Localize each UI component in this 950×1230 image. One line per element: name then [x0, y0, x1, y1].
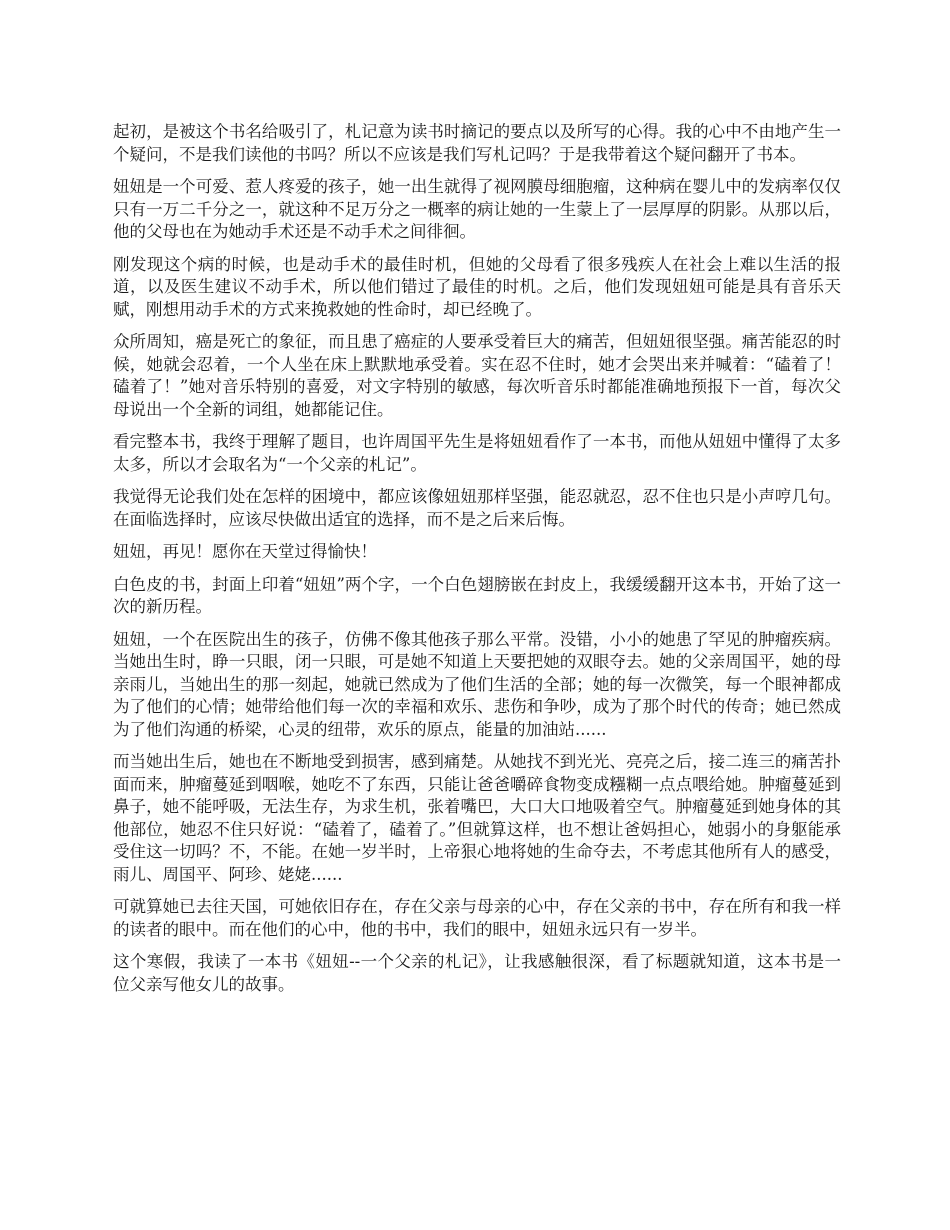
document-body [113, 121, 841, 1006]
paragraph-8: 白色皮的书，封面上印着“妞妞”两个字，一个白色翅膀嵌在封皮上，我缓缓翻开这本书，开始了这一次的新历程。 [113, 574, 841, 616]
paragraph-12: 这个寒假，我读了一本书《妞妞--一个父亲的札记》，让我感触很深，看了标题就知道，这本书是一位父亲写他女儿的故事。 [113, 952, 841, 994]
paragraph-9: 妞妞，一个在医院出生的孩子，仿佛不像其他孩子那么平常。没错，小小的她患了罕见的肿瘤疾病。当她出生时，睁一只眼，闭一只眼，可是她不知道上天要把她的双眼夺去。她的父亲周国平，她的母亲雨儿，当她出生的那一刻起，她就已然成为了他们生活的全部；她的每一次微笑，每一个眼神都成为了他们的心情；她带给他们每一次的幸福和欢乐、悲伤和争吵，成为了那个时代的传奇；她已然成为了他们沟通的桥梁，心灵的纽带，欢乐的原点，能量的加油站...... [113, 629, 841, 739]
paragraph-7: 妞妞，再见！愿你在天堂过得愉快！ [113, 542, 377, 561]
paragraph-11: 可就算她已去往天国，可她依旧存在，存在父亲与母亲的心中，存在父亲的书中，存在所有和我一样的读者的眼中。而在他们的心中，他的书中，我们的眼中，妞妞永远只有一岁半。 [113, 897, 841, 939]
paragraph-1: 起初，是被这个书名给吸引了，札记意为读书时摘记的要点以及所写的心得。我的心中不由地产生一个疑问，不是我们读他的书吗？所以不应该是我们写札记吗？于是我带着这个疑问翻开了书本。 [113, 122, 841, 164]
paragraph-5: 看完整本书，我终于理解了题目，也许周国平先生是将妞妞看作了一本书，而他从妞妞中懂得了太多太多，所以才会取名为“一个父亲的札记”。 [113, 432, 841, 474]
paragraph-2: 妞妞是一个可爱、惹人疼爱的孩子，她一出生就得了视网膜母细胞瘤，这种病在婴儿中的发病率仅仅只有一万二千分之一，就这种不足万分之一概率的病让她的一生蒙上了一层厚厚的阴影。从那以后，他的父母也在为她动手术还是不动手术之间徘徊。 [113, 177, 841, 241]
paragraph-4: 众所周知，癌是死亡的象征，而且患了癌症的人要承受着巨大的痛苦，但妞妞很坚强。痛苦能忍的时候，她就会忍着，一个人坐在床上默默地承受着。实在忍不住时，她才会哭出来并喊着：“磕着了！磕着了！”她对音乐特别的喜爱，对文字特别的敏感，每次听音乐时都能准确地预报下一首，每次父母说出一个全新的词组，她都能记住。 [113, 332, 841, 419]
paragraph-6: 我觉得无论我们处在怎样的困境中，都应该像妞妞那样坚强，能忍就忍，忍不住也只是小声哼几句。在面临选择时，应该尽快做出适宜的选择，而不是之后来后悔。 [113, 487, 841, 529]
paragraph-10: 而当她出生后，她也在不断地受到损害，感到痛楚。从她找不到光光、亮亮之后，接二连三的痛苦扑面而来，肿瘤蔓延到咽喉，她吃不了东西，只能让爸爸嚼碎食物变成糨糊一点点喂给她。肿瘤蔓延到鼻子，她不能呼吸，无法生存，为求生机，张着嘴巴，大口大口地吸着空气。肿瘤蔓延到她身体的其他部位，她忍不住只好说：“磕着了，磕着了。”但就算这样，也不想让爸妈担心，她弱小的身躯能承受住这一切吗？不，不能。在她一岁半时，上帝狠心地将她的生命夺去，不考虑其他所有人的感受，雨儿、周国平、阿珍、姥姥...... [113, 752, 841, 884]
paragraph-3: 刚发现这个病的时候，也是动手术的最佳时机，但她的父母看了很多残疾人在社会上难以生活的报道，以及医生建议不动手术，所以他们错过了最佳的时机。之后，他们发现妞妞可能是具有音乐天赋，刚想用动手术的方式来挽救她的性命时，却已经晚了。 [113, 254, 841, 319]
